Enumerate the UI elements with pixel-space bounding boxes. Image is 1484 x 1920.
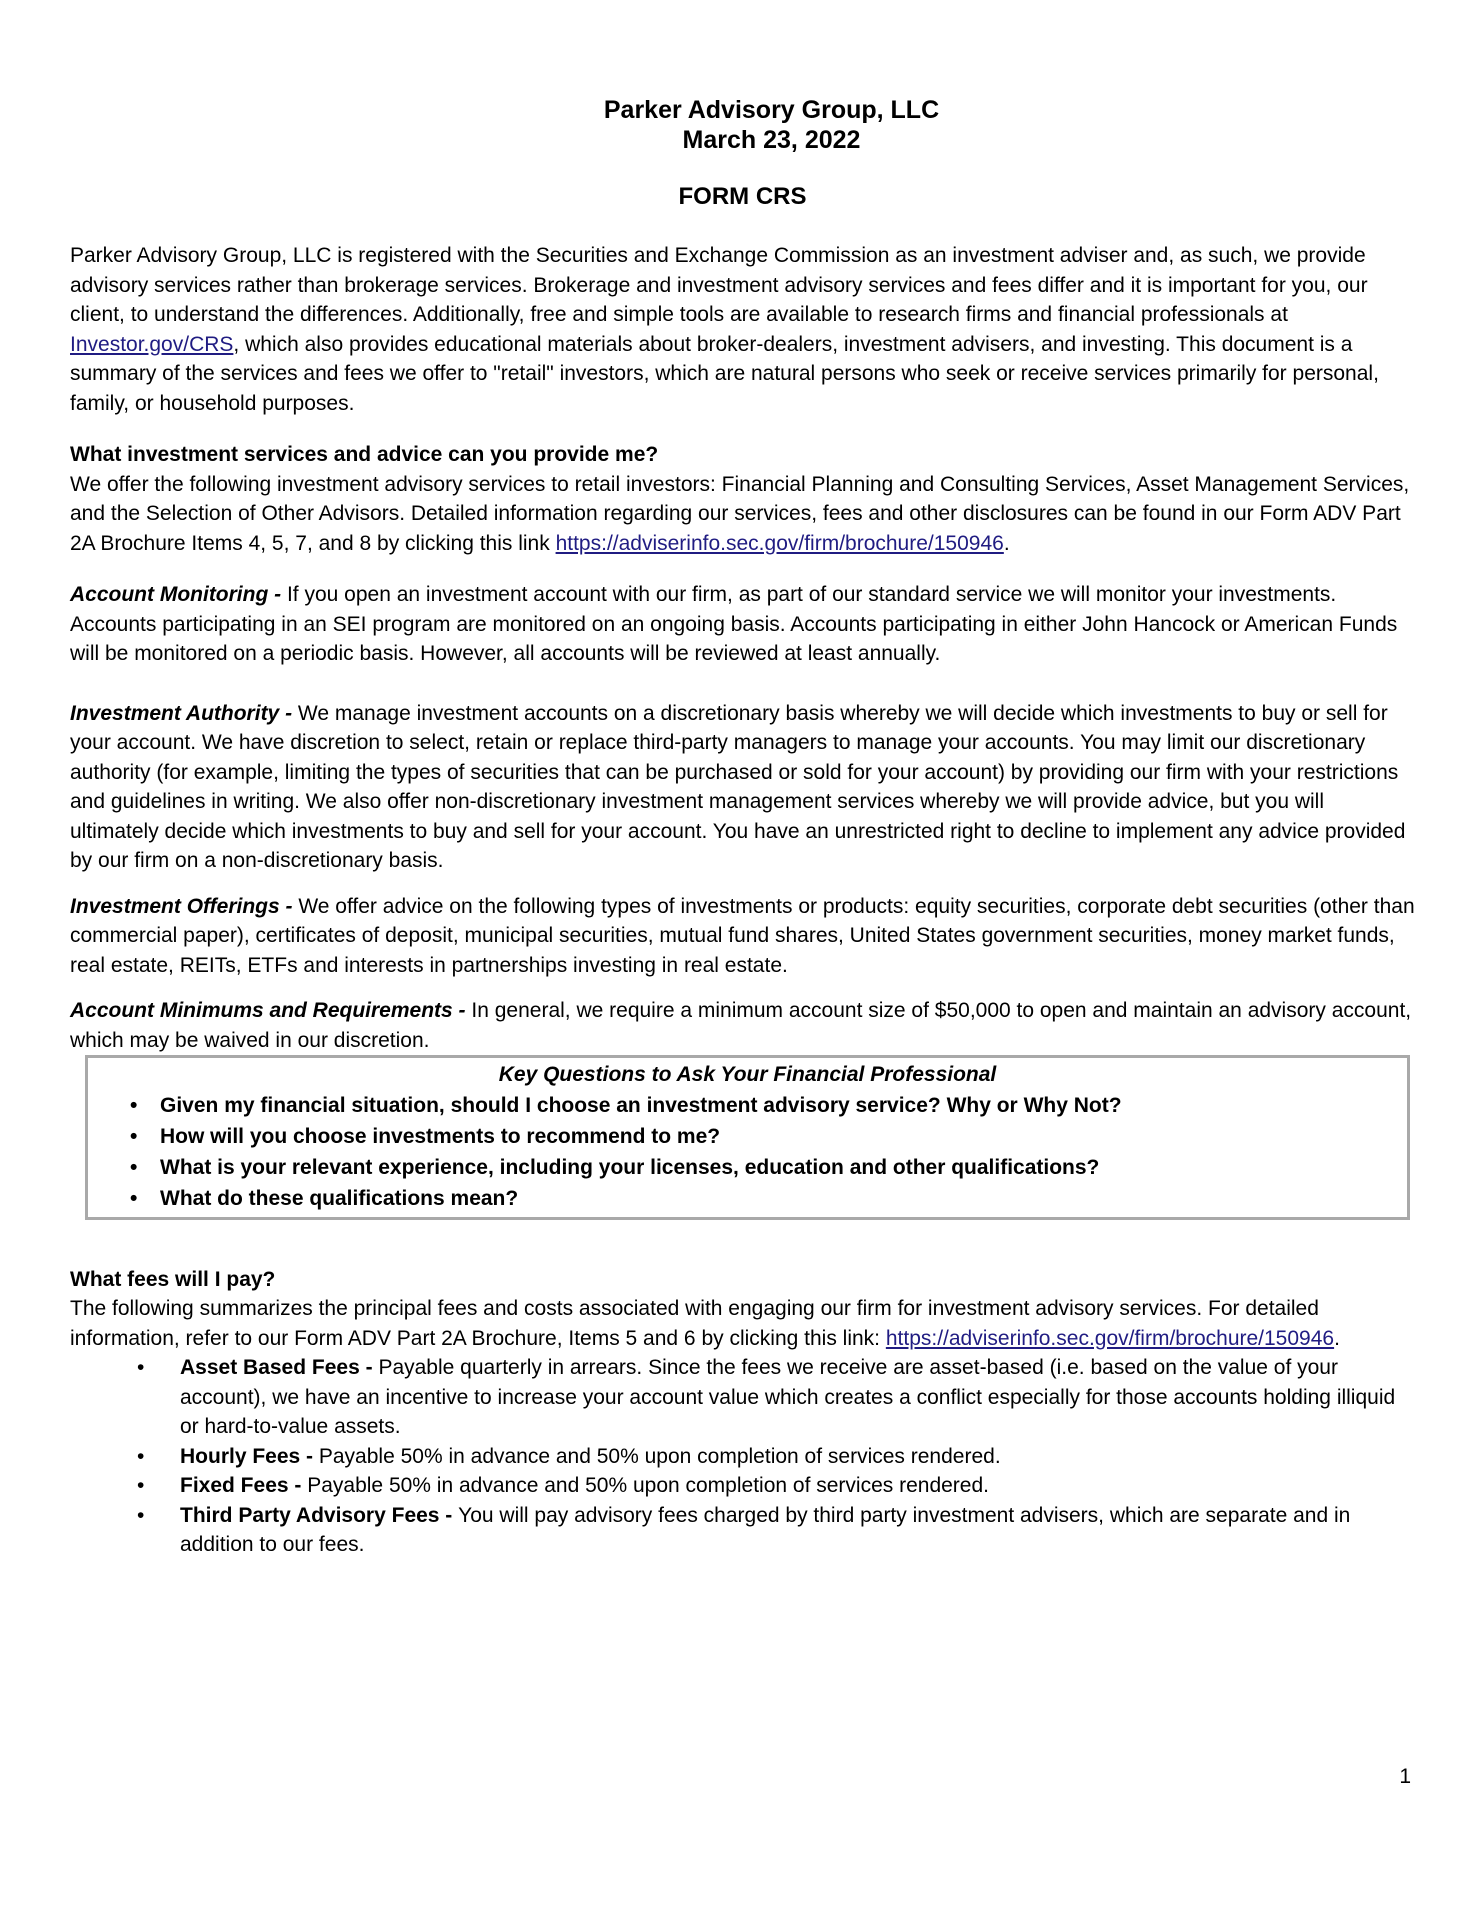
investment-offerings-paragraph	[70, 892, 1415, 981]
intro-text-before: Parker Advisory Group, LLC is registered with the Securities and Exchange Commission as an investment adviser and, as such, we provide advisory services rather than brokerage services. Brokerage and investment advisory services and fees differ and it is important for you, our client, to understand the differences. Additionally, free and simple tools are available to research firms and financial professionals at	[70, 244, 1368, 326]
account-minimums-lead: Account Minimums and Requirements -	[70, 999, 472, 1022]
brochure-link-services[interactable]: https://adviserinfo.sec.gov/firm/brochure/150946	[555, 531, 1004, 555]
page-number: 1	[1399, 1765, 1411, 1788]
services-text-after: .	[1003, 531, 1010, 555]
key-questions-box	[85, 1055, 1410, 1220]
document-header	[128, 95, 1415, 155]
investment-offerings-text: We offer advice on the following types of investments or products: equity securities, corporate debt securities (other than commercial paper), certificates of deposit, municipal securities, mutual fund shares, United States government securities, money market funds, real estate, REITs, ETFs and interests in partnerships investing in real estate.	[70, 894, 1415, 977]
account-monitoring-paragraph	[70, 580, 1415, 669]
fees-list	[70, 1353, 1415, 1560]
account-minimums-paragraph	[70, 996, 1415, 1055]
company-name: Parker Advisory Group, LLC	[603, 96, 940, 124]
key-question-item: • Given my financial situation, should I choose an investment advisory service? Why or Why Not?	[104, 1091, 1391, 1121]
intro-text-after: , which also provides educational materials about broker-dealers, investment advisers, and investing. This document is a summary of the services and fees we offer to "retail" investors, which are natural persons who seek or receive services primarily for personal, family, or household purposes.	[70, 332, 1379, 415]
fee-item-fixed	[70, 1471, 1415, 1501]
account-monitoring-lead: Account Monitoring -	[70, 583, 287, 606]
fees-text-before: The following summarizes the principal fees and costs associated with engaging our firm for investment advisory services. For detailed information, refer to our Form ADV Part 2A Brochure, Items 5 and 6 by clicking this link:	[70, 1297, 1319, 1350]
brochure-link-fees[interactable]: https://adviserinfo.sec.gov/firm/brochure/150946	[885, 1326, 1335, 1350]
fee-item-text: You will pay advisory fees charged by third party investment advisers, which are separate and in addition to our fees.	[180, 1503, 1351, 1556]
document-date: March 23, 2022	[682, 126, 861, 154]
fee-item-lead: Hourly Fees -	[180, 1444, 319, 1468]
investor-gov-crs-link[interactable]: Investor.gov/CRS	[70, 332, 234, 356]
investment-authority-lead: Investment Authority -	[70, 701, 298, 725]
investment-authority-text: We manage investment accounts on a discretionary basis whereby we will decide which investments to buy or sell for your account. We have discretion to select, retain or replace third-party managers to manage your accounts. You may limit our discretionary authority (for example, limiting the types of securities that can be purchased or sold for your account) by providing our firm with your restrictions and guidelines in writing. We also offer non-discretionary investment management services whereby we will provide advice, but you will ultimately decide which investments to buy and sell for your account. You have an unrestricted right to decline to implement any advice provided by our firm on a non-discretionary basis.	[70, 701, 1406, 872]
key-question-item: • What is your relevant experience, including your licenses, education and other qualifications?	[104, 1153, 1391, 1183]
services-text-before: We offer the following investment advisory services to retail investors: Financial Planning and Consulting Services, Asset Management Services, and the Selection of Other Advisors. Detailed information regarding our services, fees and other disclosures can be found in our Form ADV Part 2A Brochure Items 4, 5, 7, and 8 by clicking this link	[70, 472, 1410, 555]
intro-paragraph	[70, 241, 1415, 418]
investment-authority-paragraph	[70, 699, 1415, 876]
fee-item-text: Payable 50% in advance and 50% upon completion of services rendered.	[307, 1474, 989, 1497]
fee-item-lead: Third Party Advisory Fees -	[180, 1503, 459, 1527]
account-minimums-text: In general, we require a minimum account size of $50,000 to open and maintain an advisory account, which may be waived in our discretion.	[70, 999, 1412, 1052]
fees-text-after: .	[1334, 1326, 1340, 1350]
fees-heading: What fees will I pay?	[70, 1267, 276, 1291]
form-title: FORM CRS	[678, 183, 807, 210]
fee-item-third-party	[70, 1501, 1415, 1560]
services-paragraph	[70, 470, 1415, 559]
fee-item-text: Payable 50% in advance and 50% upon completion of services rendered.	[318, 1444, 1001, 1468]
account-monitoring-text: If you open an investment account with our firm, as part of our standard service we will monitor your investments. Accounts participating in an SEI program are monitored on an ongoing basis. Accounts participating in either John Hancock or American Funds will be monitored on a periodic basis. However, all accounts will be reviewed at least annually.	[70, 583, 1398, 665]
fees-paragraph	[70, 1294, 1415, 1353]
services-heading: What investment services and advice can you provide me?	[70, 443, 659, 466]
key-questions-title: Key Questions to Ask Your Financial Professional	[498, 1063, 997, 1086]
key-question-item: • What do these qualifications mean?	[104, 1184, 1391, 1214]
fee-item-lead: Fixed Fees -	[180, 1474, 308, 1497]
fee-item-text: Payable quarterly in arrears. Since the fees we receive are asset-based (i.e. based on the value of your account), we have an incentive to increase your account value which creates a conflict especially for those accounts holding illiquid or hard-to-value assets.	[180, 1356, 1396, 1438]
fee-item-hourly	[70, 1442, 1415, 1472]
key-question-item: • How will you choose investments to recommend to me?	[104, 1122, 1391, 1152]
fee-item-asset-based	[70, 1353, 1415, 1442]
fee-item-lead: Asset Based Fees -	[180, 1356, 379, 1379]
investment-offerings-lead: Investment Offerings -	[70, 894, 299, 918]
